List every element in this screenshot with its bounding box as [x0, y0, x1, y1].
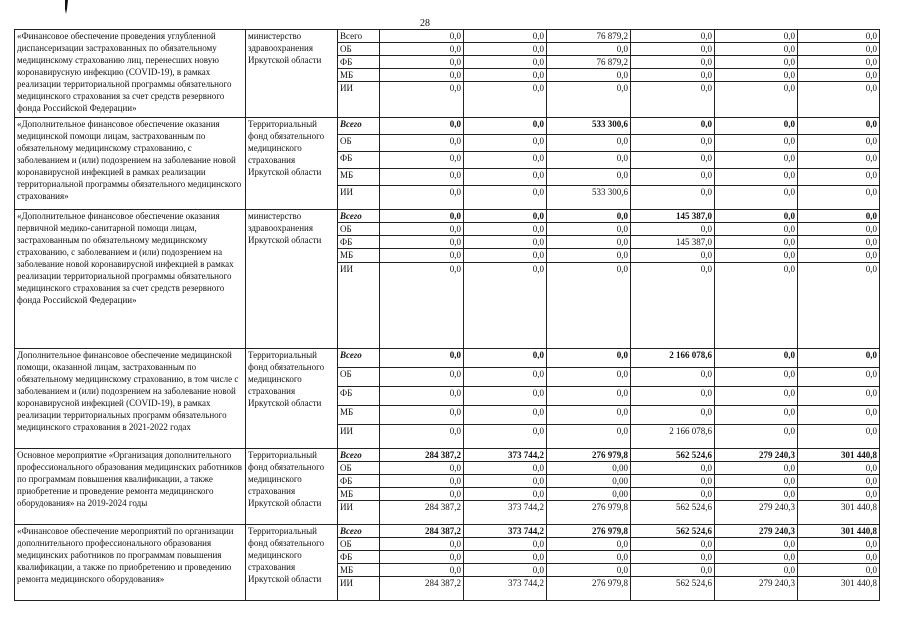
amount-cell: 0,0 — [631, 462, 715, 475]
amount-cell: 0,0 — [380, 186, 464, 210]
amount-cell: 0,0 — [715, 169, 798, 186]
amount-cell: 0,0 — [380, 210, 464, 223]
amount-cell: 0,0 — [715, 69, 798, 82]
amount-cell: 0,0 — [715, 236, 798, 249]
funding-source: ФБ — [338, 56, 380, 69]
funding-source: МБ — [338, 488, 380, 501]
amount-cell: 0,0 — [547, 210, 631, 223]
amount-cell: 0,0 — [380, 475, 464, 488]
amount-cell: 0,0 — [380, 564, 464, 577]
amount-cell: 533 300,6 — [547, 118, 631, 135]
amount-cell: 0,0 — [464, 387, 547, 406]
amount-cell: 562 524,6 — [631, 501, 715, 525]
amount-cell: 0,0 — [380, 538, 464, 551]
table-row-total — [15, 525, 880, 538]
amount-cell: 373 744,2 — [464, 525, 547, 538]
amount-cell: 0,0 — [631, 488, 715, 501]
amount-cell: 0,0 — [798, 169, 880, 186]
amount-cell: 0,0 — [380, 169, 464, 186]
amount-cell: 0,0 — [715, 475, 798, 488]
amount-cell: 145 387,0 — [631, 236, 715, 249]
amount-cell: 276 979,8 — [547, 449, 631, 462]
amount-cell: 301 440,8 — [798, 525, 880, 538]
amount-cell: 0,0 — [715, 152, 798, 169]
amount-cell: 0,0 — [631, 186, 715, 210]
measure-name: «Финансовое обеспечение мероприятий по организации дополнительного профессионального образования медицинских работников по программам повышения квалификации, а также по приобретению и проведению ремонта медицинского оборудования» — [15, 525, 246, 601]
amount-cell: 0,0 — [631, 538, 715, 551]
amount-cell: 0,0 — [547, 263, 631, 349]
amount-cell: 0,0 — [464, 236, 547, 249]
amount-cell: 0,0 — [798, 30, 880, 43]
funding-source: ИИ — [338, 186, 380, 210]
funding-source: ОБ — [338, 462, 380, 475]
amount-cell: 0,0 — [798, 538, 880, 551]
amount-cell: 0,0 — [715, 462, 798, 475]
amount-cell: 0,0 — [380, 236, 464, 249]
amount-cell: 0,0 — [715, 551, 798, 564]
amount-cell: 0,0 — [380, 118, 464, 135]
measure-name: «Финансовое обеспечение проведения углубленной диспансеризации застрахованных по обязательному медицинскому страхованию лиц, перенесших новую коронавирусную инфекцию (COVID-19), в рамках реализации территориальной программы обязательного медицинского страхования за счет средств резервного фонда Российской Федерации» — [15, 30, 246, 118]
amount-cell: 0,0 — [464, 152, 547, 169]
funding-source: Всего — [338, 349, 380, 368]
table-row-total — [15, 30, 880, 43]
amount-cell: 0,0 — [715, 210, 798, 223]
amount-cell: 0,0 — [715, 538, 798, 551]
amount-cell: 0,0 — [380, 223, 464, 236]
amount-cell: 0,0 — [715, 488, 798, 501]
responsible-executor: министерство здравоохранения Иркутской области — [246, 30, 338, 118]
amount-cell: 0,0 — [464, 43, 547, 56]
funding-source: ИИ — [338, 82, 380, 118]
amount-cell: 0,0 — [631, 551, 715, 564]
amount-cell: 0,0 — [631, 82, 715, 118]
funding-source: Всего — [338, 30, 380, 43]
amount-cell: 0,0 — [715, 223, 798, 236]
amount-cell: 2 166 078,6 — [631, 425, 715, 449]
amount-cell: 0,0 — [798, 475, 880, 488]
amount-cell: 0,0 — [798, 223, 880, 236]
amount-cell: 0,0 — [380, 349, 464, 368]
amount-cell: 0,0 — [798, 349, 880, 368]
amount-cell: 0,0 — [380, 69, 464, 82]
amount-cell: 76 879,2 — [547, 56, 631, 69]
amount-cell: 0,0 — [715, 30, 798, 43]
funding-source: ИИ — [338, 425, 380, 449]
amount-cell: 0,0 — [547, 152, 631, 169]
amount-cell: 0,0 — [631, 118, 715, 135]
amount-cell: 0,0 — [715, 43, 798, 56]
amount-cell: 0,0 — [798, 488, 880, 501]
funding-source: ОБ — [338, 368, 380, 387]
amount-cell: 284 387,2 — [380, 577, 464, 601]
amount-cell: 0,0 — [798, 210, 880, 223]
amount-cell: 0,0 — [798, 551, 880, 564]
amount-cell: 0,0 — [547, 169, 631, 186]
amount-cell: 0,0 — [547, 368, 631, 387]
amount-cell: 0,0 — [715, 368, 798, 387]
amount-cell: 373 744,2 — [464, 449, 547, 462]
amount-cell: 0,0 — [798, 564, 880, 577]
amount-cell: 0,0 — [631, 152, 715, 169]
amount-cell: 0,0 — [547, 249, 631, 263]
amount-cell: 2 166 078,6 — [631, 349, 715, 368]
amount-cell: 0,0 — [547, 425, 631, 449]
amount-cell: 0,0 — [715, 186, 798, 210]
amount-cell: 373 744,2 — [464, 501, 547, 525]
amount-cell: 0,0 — [715, 135, 798, 152]
amount-cell: 0,0 — [547, 82, 631, 118]
funding-source: ОБ — [338, 223, 380, 236]
amount-cell: 279 240,3 — [715, 449, 798, 462]
amount-cell: 562 524,6 — [631, 577, 715, 601]
funding-source: Всего — [338, 449, 380, 462]
amount-cell: 0,0 — [715, 387, 798, 406]
table-row-total — [15, 210, 880, 223]
funding-source: ФБ — [338, 152, 380, 169]
amount-cell: 0,0 — [464, 475, 547, 488]
amount-cell: 0,0 — [715, 425, 798, 449]
table-row-total — [15, 349, 880, 368]
amount-cell: 0,0 — [380, 387, 464, 406]
amount-cell: 0,0 — [464, 564, 547, 577]
amount-cell: 276 979,8 — [547, 525, 631, 538]
amount-cell: 0,0 — [464, 462, 547, 475]
amount-cell: 0,00 — [547, 462, 631, 475]
amount-cell: 0,0 — [547, 69, 631, 82]
amount-cell: 0,0 — [631, 223, 715, 236]
amount-cell: 0,0 — [798, 368, 880, 387]
amount-cell: 0,0 — [380, 551, 464, 564]
funding-source: ИИ — [338, 577, 380, 601]
amount-cell: 0,0 — [798, 56, 880, 69]
amount-cell: 0,0 — [547, 223, 631, 236]
amount-cell: 0,0 — [464, 30, 547, 43]
amount-cell: 0,0 — [547, 135, 631, 152]
amount-cell: 0,0 — [547, 43, 631, 56]
amount-cell: 0,0 — [464, 249, 547, 263]
amount-cell: 0,0 — [798, 69, 880, 82]
amount-cell: 0,0 — [380, 368, 464, 387]
amount-cell: 145 387,0 — [631, 210, 715, 223]
amount-cell: 0,0 — [631, 56, 715, 69]
responsible-executor: Территориальный фонд обязательного медицинского страхования Иркутской области — [246, 449, 338, 525]
amount-cell: 0,0 — [464, 368, 547, 387]
amount-cell: 0,0 — [715, 349, 798, 368]
funding-source: ОБ — [338, 538, 380, 551]
measure-name: «Дополнительное финансовое обеспечение оказания медицинской помощи лицам, застрахованным по обязательному медицинскому страхованию, с заболеванием и (или) подозрением на заболевание новой коронавирусной инфекцией в рамках реализации территориальной программы обязательного медицинского страхования» — [15, 118, 246, 210]
amount-cell: 0,0 — [547, 564, 631, 577]
funding-source: ОБ — [338, 135, 380, 152]
funding-source: МБ — [338, 249, 380, 263]
amount-cell: 0,0 — [380, 462, 464, 475]
amount-cell: 0,0 — [464, 223, 547, 236]
responsible-executor: Территориальный фонд обязательного медицинского страхования Иркутской области — [246, 349, 338, 449]
amount-cell: 0,0 — [464, 425, 547, 449]
funding-source: Всего — [338, 118, 380, 135]
amount-cell: 0,0 — [464, 169, 547, 186]
amount-cell: 533 300,6 — [547, 186, 631, 210]
table-row-total — [15, 118, 880, 135]
budget-table — [14, 29, 880, 601]
amount-cell: 0,0 — [715, 56, 798, 69]
funding-source: ИИ — [338, 501, 380, 525]
amount-cell: 0,0 — [464, 69, 547, 82]
amount-cell: 301 440,8 — [798, 501, 880, 525]
amount-cell: 0,0 — [631, 135, 715, 152]
funding-source: ФБ — [338, 387, 380, 406]
measure-name: Дополнительное финансовое обеспечение медицинской помощи, оказанной лицам, застрахованным по обязательному медицинскому страхованию, в том числе с заболеванием и (или) подозрением на заболевание новой коронавирусной инфекцией (COVID-19), в рамках реализации территориальных программ обязательного медицинского страхования в 2021-2022 годах — [15, 349, 246, 449]
amount-cell: 0,0 — [631, 564, 715, 577]
amount-cell: 0,0 — [380, 249, 464, 263]
funding-source: Всего — [338, 525, 380, 538]
amount-cell: 284 387,2 — [380, 525, 464, 538]
amount-cell: 301 440,8 — [798, 449, 880, 462]
amount-cell: 0,0 — [547, 406, 631, 425]
amount-cell: 0,0 — [380, 425, 464, 449]
amount-cell: 0,0 — [464, 82, 547, 118]
funding-source: МБ — [338, 69, 380, 82]
amount-cell: 0,0 — [380, 406, 464, 425]
amount-cell: 0,0 — [798, 236, 880, 249]
amount-cell: 0,0 — [464, 406, 547, 425]
amount-cell: 0,00 — [547, 488, 631, 501]
amount-cell: 0,0 — [380, 488, 464, 501]
amount-cell: 0,0 — [798, 135, 880, 152]
measure-name: «Дополнительное финансовое обеспечение оказания первичной медико-санитарной помощи лицам, застрахованным по обязательному медицинскому страхованию, с заболеванием и (или) подозрением на заболевание новой коронавирусной инфекцией в рамках реализации территориальной программы обязательного медицинского страхования за счет средств резервного фонда Российской Федерации» — [15, 210, 246, 349]
measure-name: Основное мероприятие «Организация дополнительного профессионального образования медицинских работников по программам повышения квалификации, а также приобретение и проведение ремонта медицинского оборудования» на 2019-2024 годы — [15, 449, 246, 525]
amount-cell: 0,0 — [547, 551, 631, 564]
amount-cell: 0,0 — [464, 186, 547, 210]
amount-cell: 0,0 — [631, 43, 715, 56]
amount-cell: 0,0 — [380, 30, 464, 43]
amount-cell: 0,0 — [464, 551, 547, 564]
amount-cell: 0,0 — [798, 387, 880, 406]
amount-cell: 0,0 — [631, 69, 715, 82]
amount-cell: 0,0 — [380, 82, 464, 118]
amount-cell: 0,0 — [464, 135, 547, 152]
amount-cell: 562 524,6 — [631, 525, 715, 538]
amount-cell: 0,0 — [464, 56, 547, 69]
table-row-total — [15, 449, 880, 462]
amount-cell: 0,0 — [631, 263, 715, 349]
amount-cell: 0,0 — [798, 43, 880, 56]
funding-source: ФБ — [338, 551, 380, 564]
amount-cell: 0,0 — [798, 425, 880, 449]
funding-source: ИИ — [338, 263, 380, 349]
amount-cell: 0,0 — [547, 538, 631, 551]
amount-cell: 0,0 — [380, 152, 464, 169]
amount-cell: 0,0 — [547, 236, 631, 249]
responsible-executor: Территориальный фонд обязательного медицинского страхования Иркутской области — [246, 525, 338, 601]
amount-cell: 0,0 — [631, 368, 715, 387]
amount-cell: 276 979,8 — [547, 577, 631, 601]
amount-cell: 0,0 — [631, 387, 715, 406]
funding-source: МБ — [338, 169, 380, 186]
funding-source: ФБ — [338, 475, 380, 488]
amount-cell: 0,0 — [798, 263, 880, 349]
amount-cell: 284 387,2 — [380, 501, 464, 525]
amount-cell: 0,0 — [547, 387, 631, 406]
amount-cell: 373 744,2 — [464, 577, 547, 601]
amount-cell: 0,0 — [798, 152, 880, 169]
amount-cell: 0,0 — [380, 263, 464, 349]
amount-cell: 0,0 — [798, 462, 880, 475]
amount-cell: 0,0 — [380, 56, 464, 69]
budget-table-body — [15, 30, 880, 601]
amount-cell: 0,0 — [631, 406, 715, 425]
amount-cell: 0,0 — [464, 349, 547, 368]
funding-source: Всего — [338, 210, 380, 223]
amount-cell: 0,0 — [631, 475, 715, 488]
amount-cell: 279 240,3 — [715, 501, 798, 525]
responsible-executor: министерство здравоохранения Иркутской области — [246, 210, 338, 349]
amount-cell: 0,0 — [798, 82, 880, 118]
amount-cell: 279 240,3 — [715, 577, 798, 601]
amount-cell: 76 879,2 — [547, 30, 631, 43]
amount-cell: 0,00 — [547, 475, 631, 488]
amount-cell: 0,0 — [464, 210, 547, 223]
amount-cell: 0,0 — [715, 263, 798, 349]
amount-cell: 0,0 — [715, 564, 798, 577]
amount-cell: 0,0 — [715, 118, 798, 135]
ink-mark — [62, 0, 70, 16]
amount-cell: 279 240,3 — [715, 525, 798, 538]
page-number: 28 — [420, 18, 430, 29]
amount-cell: 0,0 — [798, 118, 880, 135]
amount-cell: 0,0 — [798, 186, 880, 210]
responsible-executor: Территориальный фонд обязательного медицинского страхования Иркутской области — [246, 118, 338, 210]
amount-cell: 0,0 — [631, 169, 715, 186]
amount-cell: 0,0 — [715, 249, 798, 263]
amount-cell: 0,0 — [380, 43, 464, 56]
funding-source: ОБ — [338, 43, 380, 56]
amount-cell: 0,0 — [464, 488, 547, 501]
amount-cell: 0,0 — [631, 30, 715, 43]
amount-cell: 0,0 — [715, 406, 798, 425]
amount-cell: 301 440,8 — [798, 577, 880, 601]
amount-cell: 0,0 — [798, 249, 880, 263]
amount-cell: 276 979,8 — [547, 501, 631, 525]
funding-source: ФБ — [338, 236, 380, 249]
amount-cell: 562 524,6 — [631, 449, 715, 462]
amount-cell: 0,0 — [464, 118, 547, 135]
amount-cell: 0,0 — [798, 406, 880, 425]
amount-cell: 0,0 — [547, 349, 631, 368]
funding-source: МБ — [338, 406, 380, 425]
amount-cell: 284 387,2 — [380, 449, 464, 462]
amount-cell: 0,0 — [380, 135, 464, 152]
funding-source: МБ — [338, 564, 380, 577]
amount-cell: 0,0 — [715, 82, 798, 118]
amount-cell: 0,0 — [631, 249, 715, 263]
amount-cell: 0,0 — [464, 263, 547, 349]
amount-cell: 0,0 — [464, 538, 547, 551]
